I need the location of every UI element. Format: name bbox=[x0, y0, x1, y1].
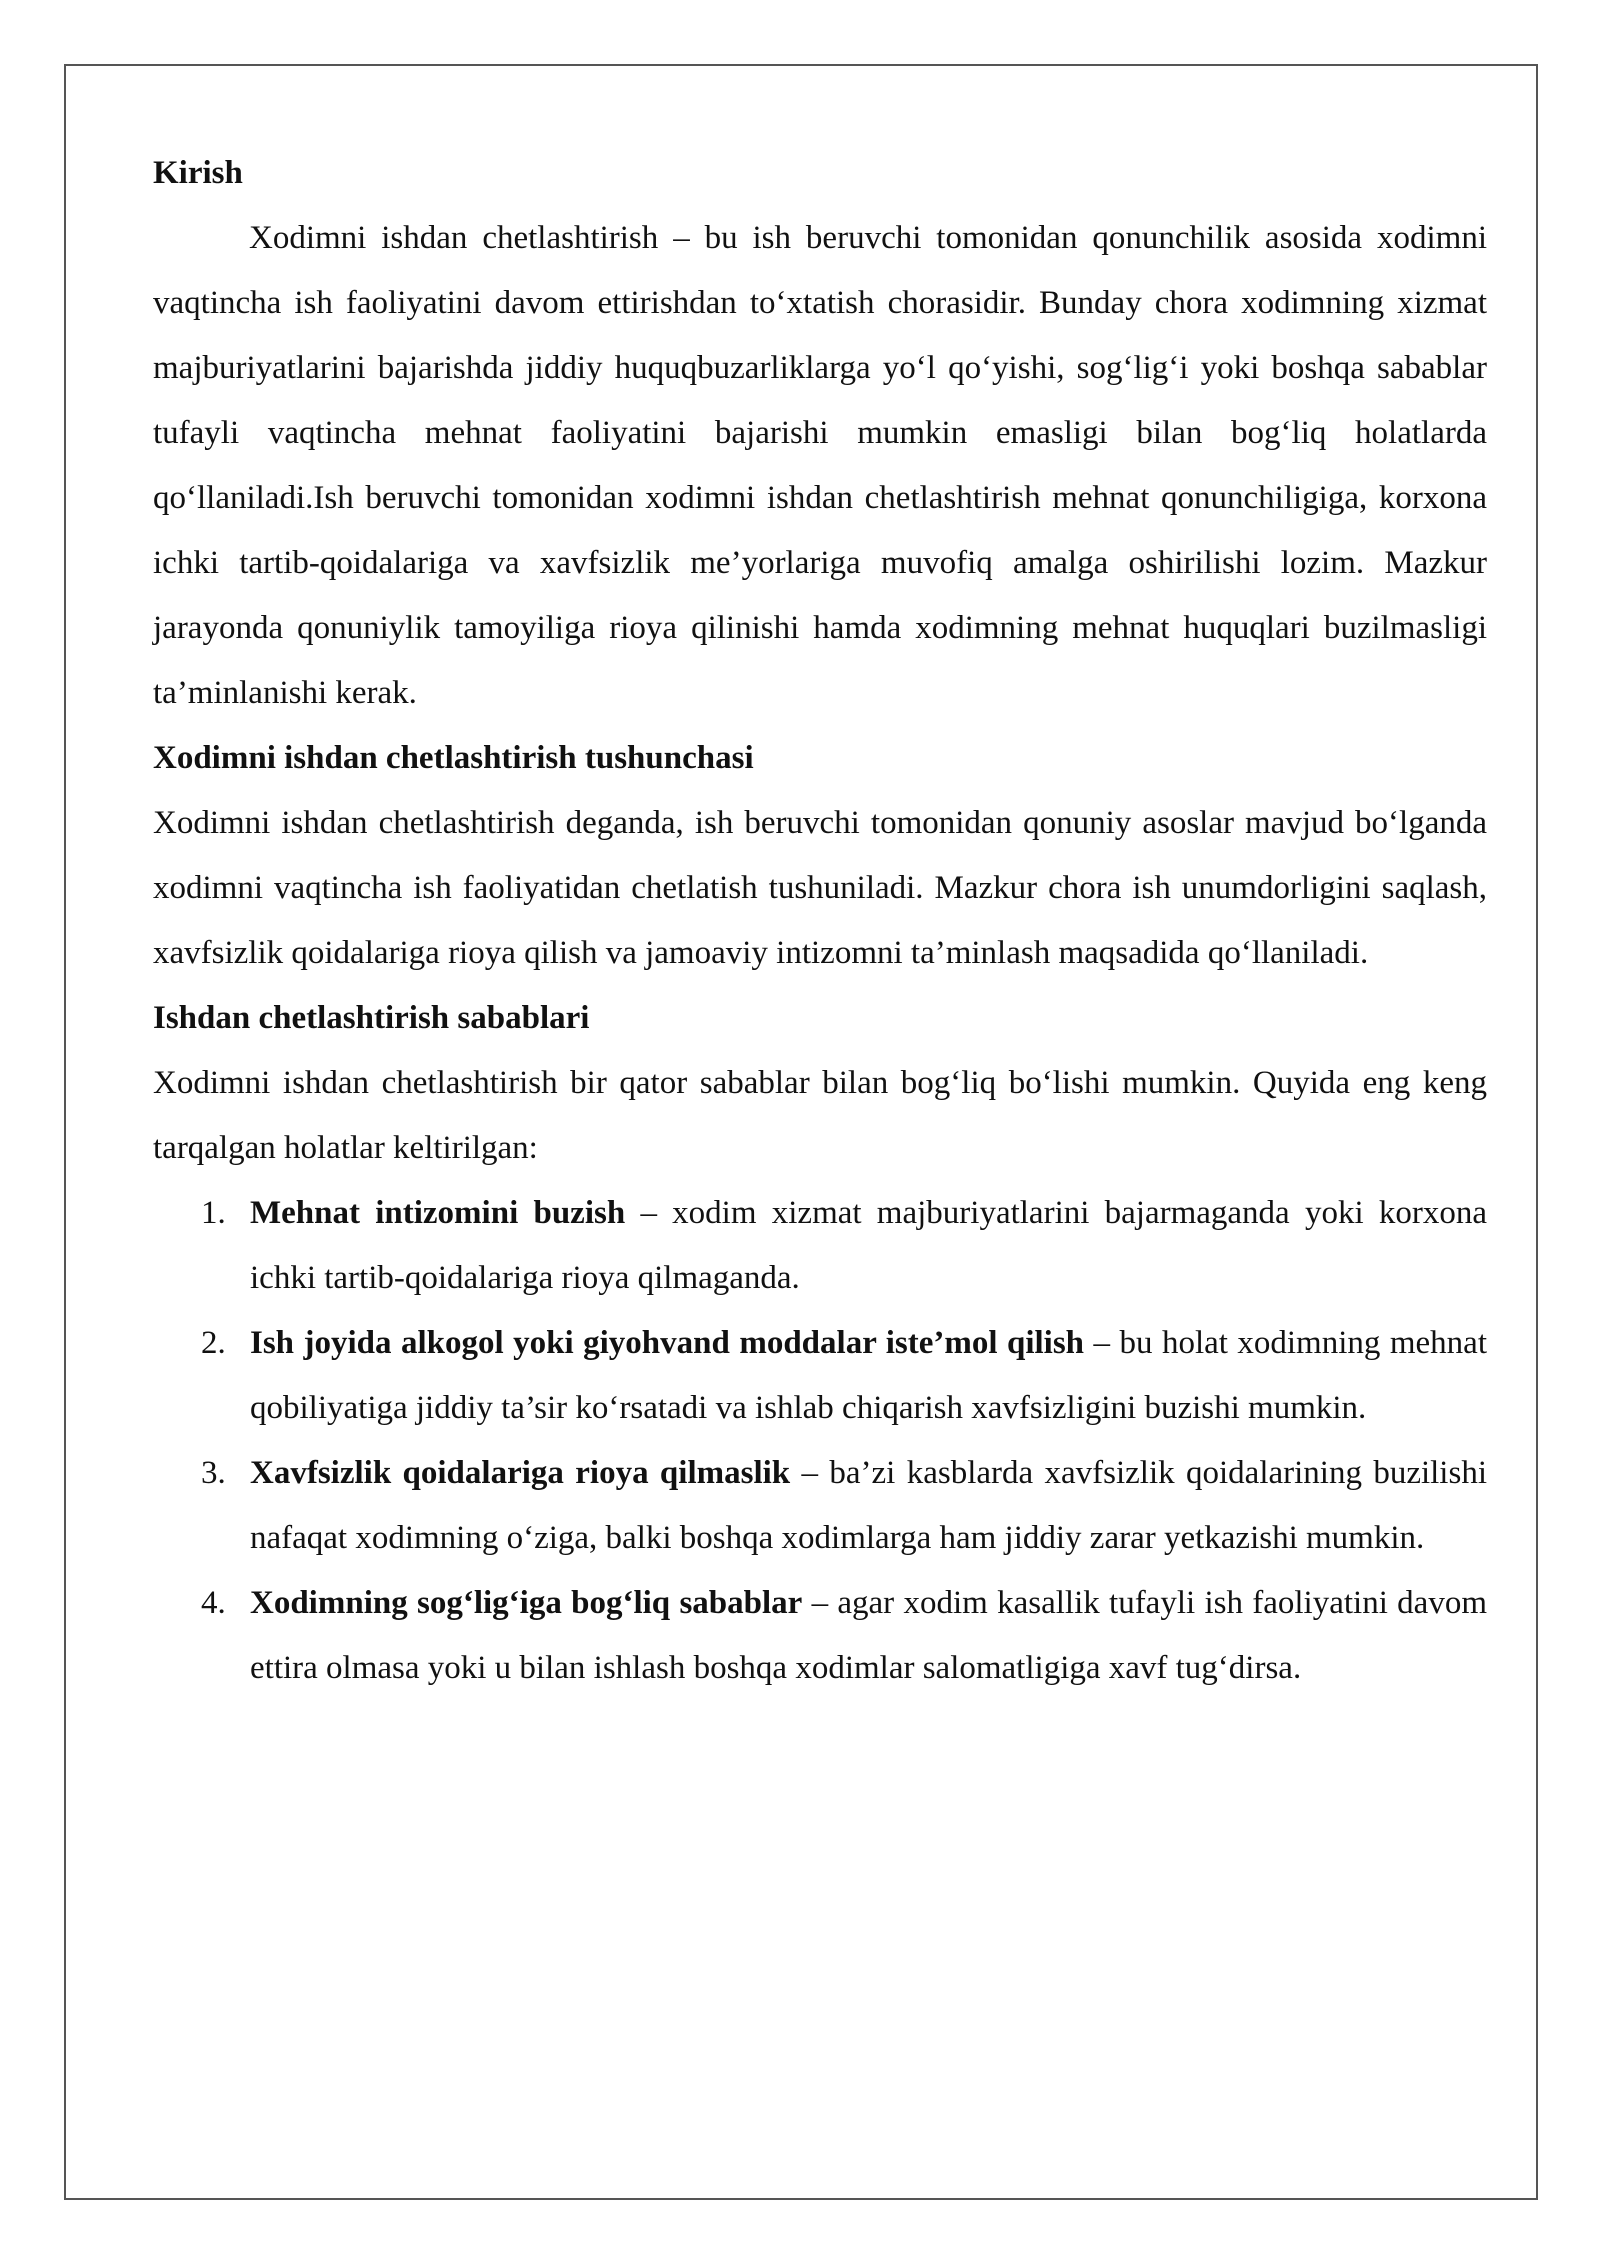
list-item-number: 4. bbox=[201, 1585, 226, 1621]
intro-paragraph: Xodimni ishdan chetlashtirish – bu ish beruvchi tomonidan qonunchilik asosida xodimni vaqtincha ish faoliyatini davom ettirishdan to‘xtatish chorasidir. Bunday chora xodimning xizmat majburiyatlarini bajarishda jiddiy huquqbuzarliklarga yo‘l qo‘yishi, sog‘lig‘i yoki boshqa sabablar tufayli vaqtincha mehnat faoliyatini bajarishi mumkin emasligi bilan bog‘liq holatlarda qo‘llaniladi.Ish beruvchi tomonidan xodimni ishdan chetlashtirish mehnat qonunchiligiga, korxona ichki tartib-qoidalariga va xavfsizlik me’yorlariga muvofiq amalga oshirilishi lozim. Mazkur jarayonda qonuniylik tamoyiliga rioya qilinishi hamda xodimning mehnat huquqlari buzilmasligi ta’minlanishi kerak. bbox=[153, 220, 1487, 711]
document-body bbox=[153, 141, 1487, 1701]
list-item-term: Ish joyida alkogol yoki giyohvand moddalar iste’mol qilish bbox=[250, 1325, 1085, 1361]
list-item-term: Xavfsizlik qoidalariga rioya qilmaslik bbox=[250, 1455, 791, 1491]
concept-paragraph: Xodimni ishdan chetlashtirish deganda, ish beruvchi tomonidan qonuniy asoslar mavjud bo‘lganda xodimni vaqtincha ish faoliyatidan chetlatish tushuniladi. Mazkur chora ish unumdorligini saqlash, xavfsizlik qoidalariga rioya qilish va jamoaviy intizomni ta’minlash maqsadida qo‘llaniladi. bbox=[153, 805, 1487, 971]
list-item-term: Xodimning sog‘lig‘iga bog‘liq sabablar bbox=[250, 1585, 803, 1621]
list-item-text: – bu holat xodimning mehnat qobiliyatiga jiddiy ta’sir ko‘rsatadi va ishlab chiqarish xavfsizligini buzishi mumkin. bbox=[250, 1325, 1487, 1426]
list-item bbox=[153, 1571, 1487, 1701]
reasons-list bbox=[153, 1181, 1487, 1701]
list-item bbox=[153, 1181, 1487, 1311]
list-item-text: – xodim xizmat majburiyatlarini bajarmaganda yoki korxona ichki tartib-qoidalariga rioya qilmaganda. bbox=[250, 1195, 1487, 1296]
intro-heading: Kirish bbox=[153, 155, 243, 191]
list-item bbox=[153, 1311, 1487, 1441]
reasons-heading: Ishdan chetlashtirish sabablari bbox=[153, 1000, 590, 1036]
list-item-text: – ba’zi kasblarda xavfsizlik qoidalarining buzilishi nafaqat xodimning o‘ziga, balki boshqa xodimlarga ham jiddiy zarar yetkazishi mumkin. bbox=[250, 1455, 1487, 1556]
list-item-text: – agar xodim kasallik tufayli ish faoliyatini davom ettira olmasa yoki u bilan ishlash boshqa xodimlar salomatligiga xavf tug‘dirsa. bbox=[250, 1585, 1487, 1686]
list-item-term: Mehnat intizomini buzish bbox=[250, 1195, 626, 1231]
reasons-paragraph: Xodimni ishdan chetlashtirish bir qator sabablar bilan bog‘liq bo‘lishi mumkin. Quyida eng keng tarqalgan holatlar keltirilgan: bbox=[153, 1065, 1487, 1166]
list-item-number: 1. bbox=[201, 1195, 226, 1231]
concept-heading: Xodimni ishdan chetlashtirish tushunchasi bbox=[153, 740, 754, 776]
list-item bbox=[153, 1441, 1487, 1571]
list-item-number: 2. bbox=[201, 1325, 226, 1361]
list-item-number: 3. bbox=[201, 1455, 226, 1491]
